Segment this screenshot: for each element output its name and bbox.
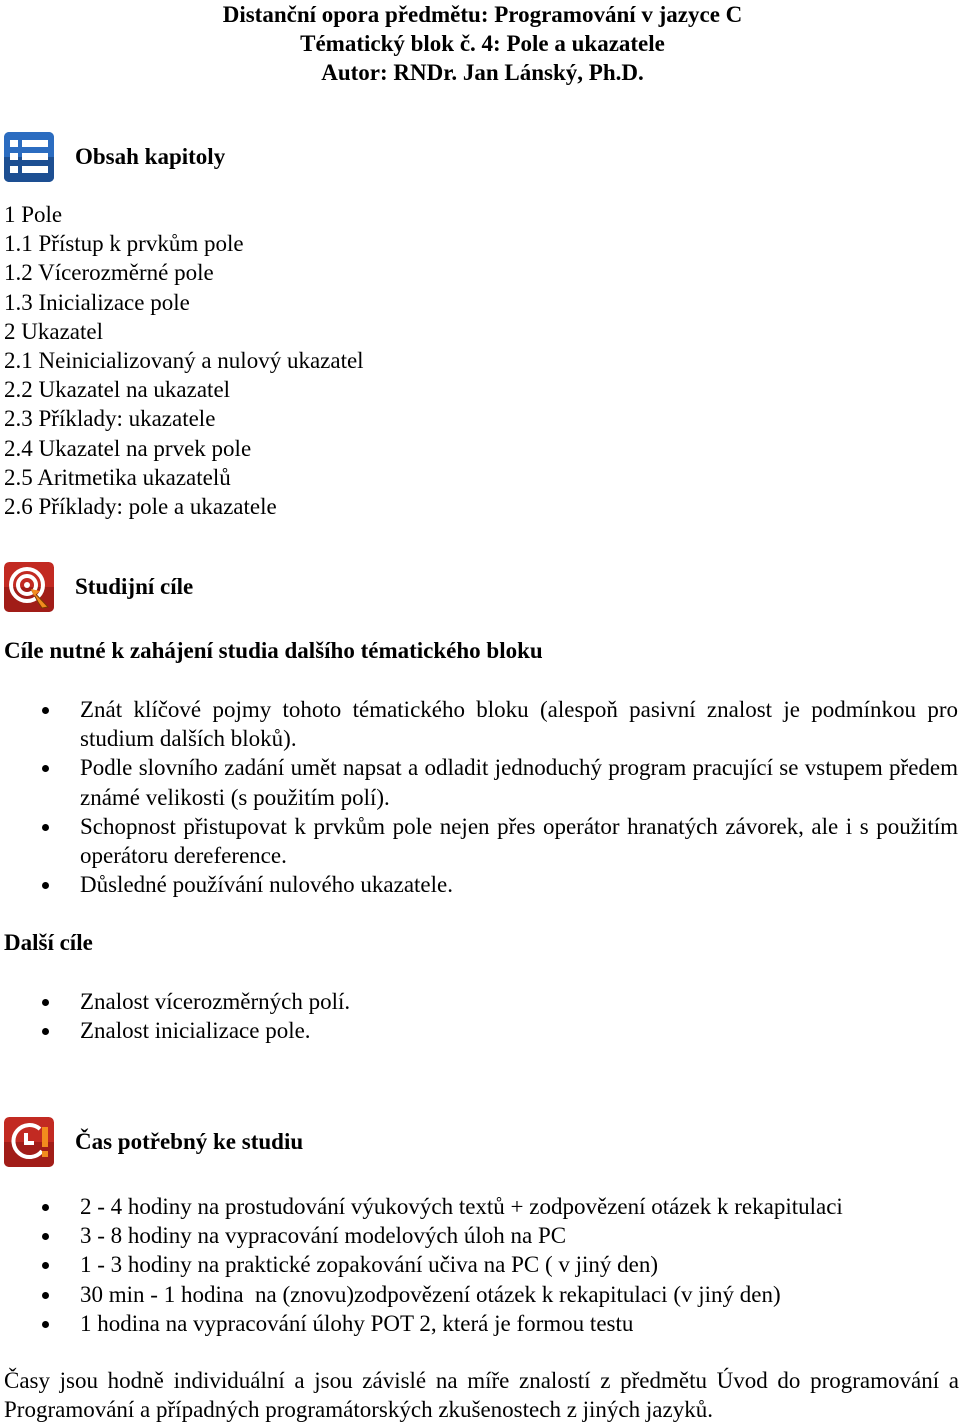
clock-alert-icon [4,1117,54,1167]
time-title: Čas potřebný ke studiu [75,1129,304,1154]
toc-item[interactable]: 1.2 Vícerozměrné pole [4,260,214,286]
toc-item[interactable]: 2.5 Aritmetika ukazatelů [4,464,231,490]
required-goals-list [0,695,960,899]
list-item: 1 - 3 hodiny na praktické zopakování učiva na PC ( v jiný den) [0,1250,960,1279]
toc-item[interactable]: 1.3 Inicializace pole [4,289,190,315]
list-item: 3 - 8 hodiny na vypracování modelových úloh na PC [0,1221,960,1250]
list-item: Znát klíčové pojmy tohoto tématického bloku (alespoň pasivní znalost je podmínkou pro studium dalších bloků). [0,695,960,753]
time-heading [4,1116,303,1168]
list-icon [4,132,54,182]
document-header [0,0,960,87]
table-of-contents [4,200,364,521]
toc-item[interactable]: 2.4 Ukazatel na prvek pole [4,435,252,461]
list-item: Důsledné používání nulového ukazatele. [0,870,960,899]
list-item: Podle slovního zadání umět napsat a odladit jednoduchý program pracující se vstupem předem známé velikosti (s použitím polí). [0,753,960,811]
other-goals-list [0,987,960,1045]
header-author: Autor: RNDr. Jan Lánský, Ph.D. [321,60,644,85]
toc-item[interactable]: 2 Ukazatel [4,318,103,344]
list-item: 2 - 4 hodiny na prostudování výukových textů + zodpovězení otázek k rekapitulaci [0,1192,960,1221]
list-item: Znalost vícerozměrných polí. [0,987,960,1016]
contents-title: Obsah kapitoly [75,144,226,169]
time-note: Časy jsou hodně individuální a jsou závislé na míře znalostí z předmětu Úvod do programování a Programování a případných programátorských zkušenostech z jiných jazyků. [4,1368,959,1423]
time-list [0,1192,960,1338]
contents-heading [4,131,225,183]
other-goals-heading: Další cíle [4,930,93,955]
toc-item[interactable]: 2.2 Ukazatel na ukazatel [4,377,231,403]
required-goals-heading: Cíle nutné k zahájení studia dalšího tématického bloku [4,638,543,663]
header-block: Tématický blok č. 4: Pole a ukazatele [300,31,665,56]
list-item: Znalost inicializace pole. [0,1016,960,1045]
header-course: Distanční opora předmětu: Programování v jazyce C [222,2,743,27]
toc-item[interactable]: 1 Pole [4,202,63,227]
goals-heading [4,561,193,613]
toc-item[interactable]: 2.1 Neinicializovaný a nulový ukazatel [4,348,364,374]
goals-title: Studijní cíle [75,574,194,599]
toc-item[interactable]: 2.3 Příklady: ukazatele [4,406,216,432]
toc-item[interactable]: 1.1 Přístup k prvkům pole [4,231,244,257]
list-item: 30 min - 1 hodina na (znovu)zodpovězení otázek k rekapitulaci (v jiný den) [0,1280,960,1309]
list-item: Schopnost přistupovat k prvkům pole nejen přes operátor hranatých závorek, ale i s použitím operátoru dereference. [0,812,960,870]
toc-item[interactable]: 2.6 Příklady: pole a ukazatele [4,494,277,520]
list-item: 1 hodina na vypracování úlohy POT 2, která je formou testu [0,1309,960,1338]
target-icon [4,562,54,612]
